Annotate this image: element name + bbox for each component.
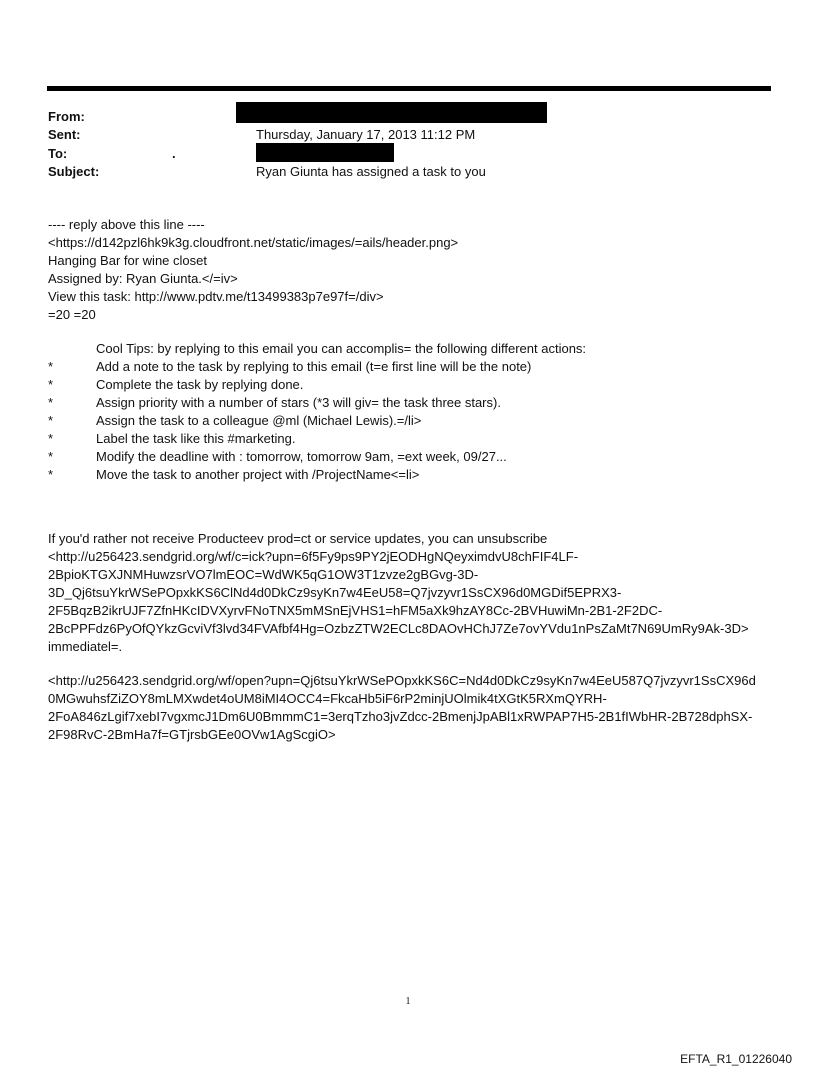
tip-text: Assign priority with a number of stars (*3 will giv= the task three stars). (96, 395, 501, 410)
intro-line: View this task: http://www.pdtv.me/t13499383p7e97f=/div> (48, 289, 384, 304)
redaction-from (236, 102, 547, 123)
from-label: From: (48, 109, 85, 124)
tip-text: Move the task to another project with /ProjectName<=li> (96, 467, 420, 482)
intro-line: ---- reply above this line ---- (48, 217, 205, 232)
unsubscribe-link[interactable]: 2BpioKTGXJNMHuwzsrVO7lmEOC=WdWK5qG1OW3T1zvze2gBGvg-3D- (48, 567, 479, 582)
document-id: EFTA_R1_01226040 (680, 1052, 792, 1066)
tip-item (48, 466, 788, 484)
to-label: To: (48, 146, 68, 161)
unsubscribe-line: immediatel=. (48, 639, 123, 654)
intro-line: Hanging Bar for wine closet (48, 253, 207, 268)
bullet-star: * (48, 431, 54, 446)
bullet-star: * (48, 449, 54, 464)
open-tracking-link[interactable]: <http://u256423.sendgrid.org/wf/open?upn=Qj6tsuYkrWSePOpxkKS6C=Nd4d0DkCz9syKn7w4EeU587Q7jvzyvr1SsCX96d (48, 673, 756, 688)
sent-label: Sent: (48, 127, 81, 142)
bullet-star: * (48, 359, 54, 374)
tip-text: Add a note to the task by replying to this email (t=e first line will be the note) (96, 359, 532, 374)
header-rule (47, 86, 771, 91)
tip-text: Modify the deadline with : tomorrow, tomorrow 9am, =ext week, 09/27... (96, 449, 507, 464)
tip-text: Label the task like this #marketing. (96, 431, 296, 446)
page-number: 1 (405, 996, 411, 1007)
tip-item (48, 430, 788, 448)
bullet-star: * (48, 395, 54, 410)
unsubscribe-link[interactable]: 2BcPPFdz6PyOfQYkzGcviVf3lvd34FVAfbf4Hg=OzbzZTW2ECLc8DAOvHChJ7Ze7ovYVdu1nPsZaMt7N69UmRy9Ak-3D> (48, 621, 749, 636)
tip-item (48, 358, 788, 376)
unsubscribe-link[interactable]: 2F5BqzB2ikrUJF7ZfnHKcIDVXyrvFNoTNX5mMSnEjVHS1=hFM5aXk9hzAY8Cc-2BVHuwiMn-2B1-2F2DC- (48, 603, 663, 618)
tip-item (48, 448, 788, 466)
open-tracking-link[interactable]: 0MGwuhsfZiZOY8mLMXwdet4oUM8iMI4OCC4=FkcaHb5iF6rP2minjUOlmik4tXGtK5RXmQYRH- (48, 691, 607, 706)
subject-label: Subject: (48, 164, 100, 179)
intro-line: <https://d142pzl6hk9k3g.cloudfront.net/static/images/=ails/header.png> (48, 235, 459, 250)
email-body (48, 216, 788, 744)
bullet-star: * (48, 377, 54, 392)
intro-line: Assigned by: Ryan Giunta.</=iv> (48, 271, 238, 286)
unsubscribe-link[interactable]: 3D_Qj6tsuYkrWSePOpxkKS6ClNd4d0DkCz9syKn7w4EeU58=Q7jvzyvr1SsCX96d0MGDif5EPRX3- (48, 585, 622, 600)
unsubscribe-link[interactable]: <http://u256423.sendgrid.org/wf/c=ick?upn=6f5Fy9ps9PY2jEODHgNQeyximdvU8chFIF4LF- (48, 549, 579, 564)
tip-item (48, 412, 788, 430)
open-tracking-link[interactable]: 2F98RvC-2BmHa7f=GTjrsbGEe0OVw1AgScgiO> (48, 727, 336, 742)
bullet-star: * (48, 467, 54, 482)
tip-item (48, 376, 788, 394)
sent-value: Thursday, January 17, 2013 11:12 PM (256, 127, 476, 142)
open-tracking-link[interactable]: 2FoA846zLgif7xebI7vgxmcJ1Dm6U0BmmmC1=3erqTzho3jvZdcc-2BmenjJpABl1xRWPAP7H5-2B1fIWbHR-2B728dphSX- (48, 709, 753, 724)
bullet-star: * (48, 413, 54, 428)
redaction-to (256, 143, 394, 162)
subject-value: Ryan Giunta has assigned a task to you (256, 164, 486, 179)
unsubscribe-line: If you'd rather not receive Producteev prod=ct or service updates, you can unsubscribe (48, 531, 548, 546)
intro-line: =20 =20 (48, 307, 96, 322)
tip-text: Assign the task to a colleague @ml (Michael Lewis).=/li> (96, 413, 422, 428)
tips-heading: Cool Tips: by replying to this email you can accomplis= the following different actions: (96, 341, 587, 356)
tip-item (48, 394, 788, 412)
tip-text: Complete the task by replying done. (96, 377, 304, 392)
to-mark: . (172, 146, 176, 161)
